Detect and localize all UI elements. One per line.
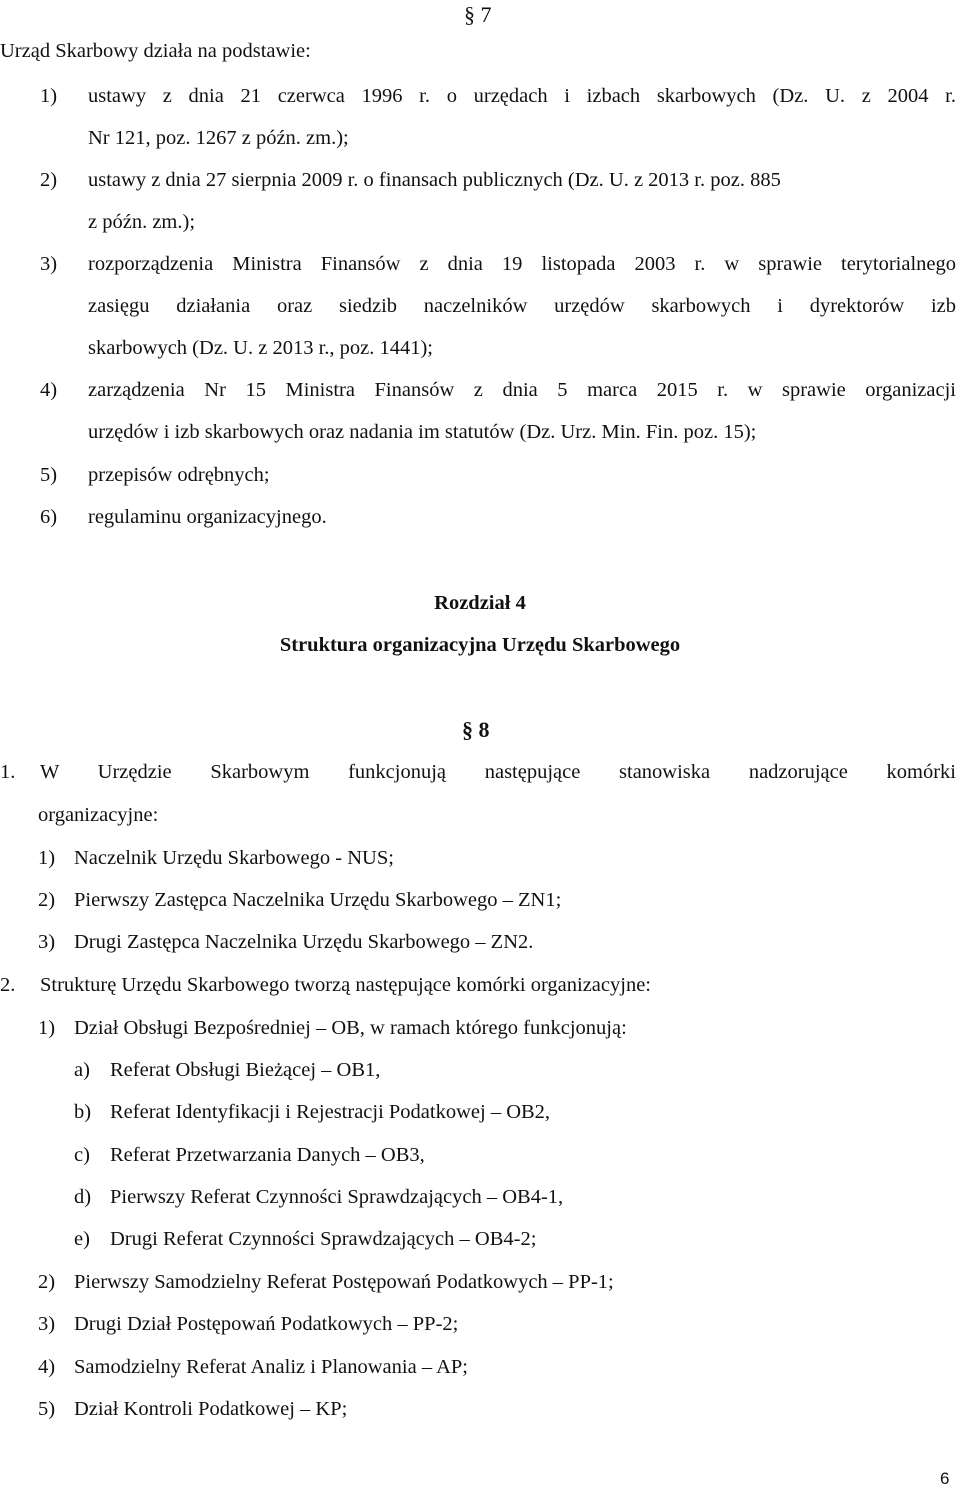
list-item-text: skarbowych (Dz. U. z 2013 r., poz. 1441); — [88, 337, 434, 359]
list-item-text: zasięgu działania oraz siedzib naczelników urzędów skarbowych i dyrektorów izb — [88, 295, 956, 317]
section-intro: Urząd Skarbowy działa na podstawie: — [0, 40, 311, 62]
list-item-text: Dział Kontroli Podatkowej – KP; — [74, 1398, 348, 1420]
list-item-number: 6) — [40, 506, 58, 528]
sublist-item-letter: b) — [74, 1101, 92, 1123]
section-symbol-8: § 8 — [462, 717, 490, 742]
page-number: 6 — [940, 1469, 950, 1488]
paragraph-number: 1. — [0, 761, 16, 783]
list-item-number: 2) — [38, 889, 56, 911]
sublist-item-text: Drugi Referat Czynności Sprawdzających – OB4-2; — [110, 1228, 537, 1250]
paragraph-text: organizacyjne: — [38, 804, 159, 826]
list-item-text: Samodzielny Referat Analiz i Planowania – AP; — [74, 1356, 468, 1378]
list-item-text: z późn. zm.); — [88, 211, 196, 233]
list-item-number: 5) — [38, 1398, 56, 1420]
list-item-text: Pierwszy Zastępca Naczelnika Urzędu Skarbowego – ZN1; — [74, 889, 562, 911]
paragraph-text: W Urzędzie Skarbowym funkcjonują następujące stanowiska nadzorujące komórki — [40, 761, 956, 783]
list-item-number: 4) — [40, 379, 58, 401]
sublist-item-letter: c) — [74, 1144, 90, 1166]
list-item-text: urzędów i izb skarbowych oraz nadania im statutów (Dz. Urz. Min. Fin. poz. 15); — [88, 421, 757, 443]
list-item-text: przepisów odrębnych; — [88, 464, 270, 486]
list-item-text: regulaminu organizacyjnego. — [88, 506, 327, 528]
list-item-number: 4) — [38, 1356, 56, 1378]
list-item-number: 1) — [38, 847, 56, 869]
sublist-item-text: Referat Przetwarzania Danych – OB3, — [110, 1144, 425, 1166]
list-item-text: Naczelnik Urzędu Skarbowego - NUS; — [74, 847, 394, 869]
paragraph-number: 2. — [0, 974, 16, 996]
list-item-number: 3) — [38, 931, 56, 953]
sublist-item-letter: a) — [74, 1059, 90, 1081]
list-item-number: 3) — [38, 1313, 56, 1335]
list-item-number: 5) — [40, 464, 58, 486]
list-item-number: 2) — [40, 169, 58, 191]
list-item-number: 3) — [40, 253, 58, 275]
list-item-text: ustawy z dnia 21 czerwca 1996 r. o urzędach i izbach skarbowych (Dz. U. z 2004 r. — [88, 85, 956, 107]
list-item-text: rozporządzenia Ministra Finansów z dnia 19 listopada 2003 r. w sprawie terytorialnego — [88, 253, 956, 275]
sublist-item-text: Referat Identyfikacji i Rejestracji Podatkowej – OB2, — [110, 1101, 551, 1123]
list-item-text: Drugi Zastępca Naczelnika Urzędu Skarbowego – ZN2. — [74, 931, 534, 953]
list-item-number: 1) — [40, 85, 58, 107]
sublist-item-letter: e) — [74, 1228, 90, 1250]
chapter-subtitle: Struktura organizacyjna Urzędu Skarbowego — [279, 634, 681, 656]
list-item-text: Nr 121, poz. 1267 z późn. zm.); — [88, 127, 349, 149]
sublist-item-text: Referat Obsługi Bieżącej – OB1, — [110, 1059, 381, 1081]
sublist-item-letter: d) — [74, 1186, 92, 1208]
list-item-text: zarządzenia Nr 15 Ministra Finansów z dnia 5 marca 2015 r. w sprawie organizacji — [88, 379, 956, 401]
list-item-text: Drugi Dział Postępowań Podatkowych – PP-2; — [74, 1313, 459, 1335]
section-symbol-7: § 7 — [464, 2, 492, 27]
chapter-title: Rozdział 4 — [434, 592, 526, 614]
list-item-number: 1) — [38, 1017, 56, 1039]
list-item-number: 2) — [38, 1271, 56, 1293]
list-item-text: ustawy z dnia 27 sierpnia 2009 r. o finansach publicznych (Dz. U. z 2013 r. poz. 885 — [88, 169, 781, 191]
list-item-text: Pierwszy Samodzielny Referat Postępowań Podatkowych – PP-1; — [74, 1271, 614, 1293]
list-item-text: Dział Obsługi Bezpośredniej – OB, w ramach którego funkcjonują: — [74, 1017, 627, 1039]
paragraph-text: Strukturę Urzędu Skarbowego tworzą następujące komórki organizacyjne: — [40, 974, 651, 996]
sublist-item-text: Pierwszy Referat Czynności Sprawdzających – OB4-1, — [110, 1186, 564, 1208]
